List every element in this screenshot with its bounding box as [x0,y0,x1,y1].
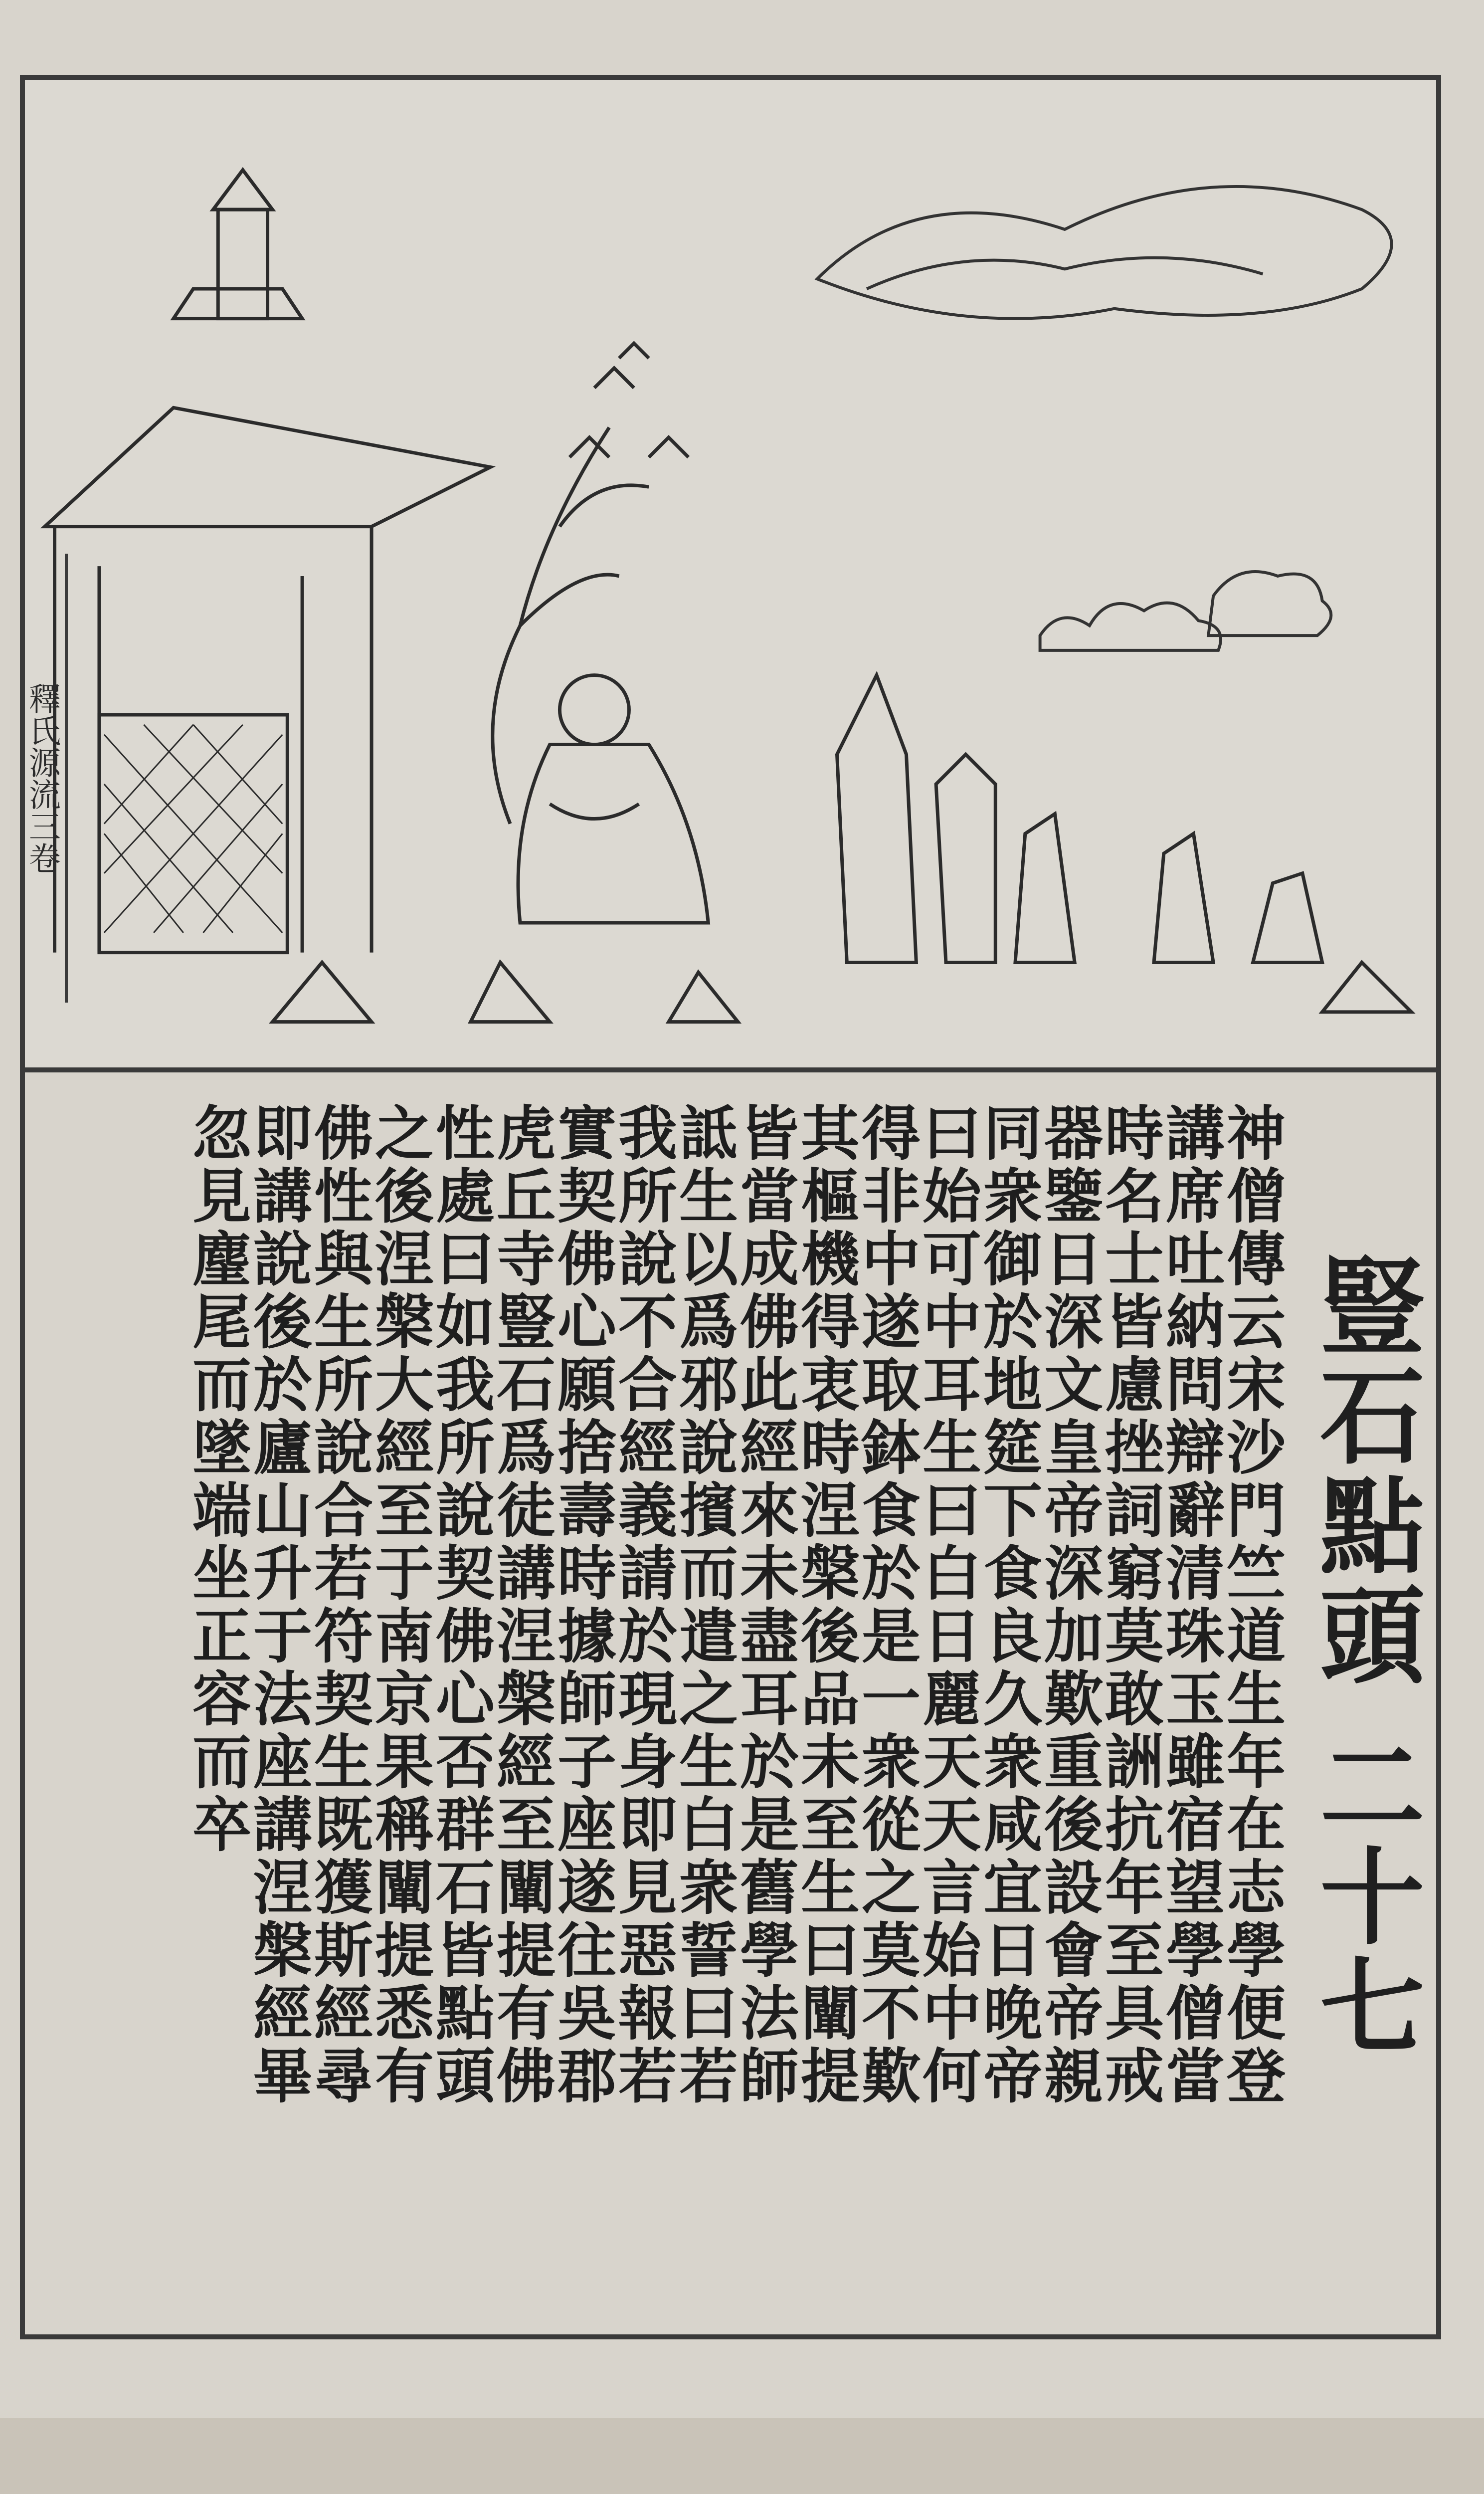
text-line: 即講說後於廬山升于法座講涅槃經畢 [243,1102,313,2108]
woodblock-illustration [25,80,1436,1072]
text-line: 講席吐納問辯辭清珠玉雖宿望學僧當 [1156,1102,1225,2108]
text-line: 得非中遂取鉢食於是一衆從之莫不歎 [852,1102,921,2108]
text-line: 我所說不合經義請於現身即見惡報若 [608,1102,678,2108]
text-line: 其樞機得衷時涅槃後品未至生曰闡提 [791,1102,860,2108]
text-panel [25,1072,1436,2334]
text-line: 時名士皆慮挫詞窮莫敢詶抗年至具戒 [1095,1102,1164,2108]
illustration-drawing [25,80,1436,1067]
text-line: 器鑒日深文皇帝深加歎重後設會帝親 [1034,1102,1104,2108]
text-line: 曰始可中耳生曰白日麗天天言始中何 [913,1102,982,2108]
text-line: 同衆御於地筵下食良久衆咸宜日晚帝 [973,1102,1043,2108]
text-line: 性處曰如我所說契佛心否群石皆點頭 [426,1102,495,2108]
story-title: 豎石點頭 二十七 [1302,1252,1426,2062]
text-line: 神僧傳云宋沙門竺道生年在志學便登 [1217,1102,1286,2108]
text-line: 皆當成佛此經來未盡耳於是舊學法師 [730,1102,799,2108]
text-line: 佛性與生所說合若符契生既獲斯經尋 [304,1102,373,2108]
page-frame [20,75,1441,2339]
text-line: 詆生以爲邪說擯而遣之生白衆誓曰若 [669,1102,739,2108]
text-line: 虎丘寺豎石爲徒講涅槃經至闡提有佛 [487,1102,556,2108]
text-line: 之後涅槃大經至于南京果稱闡提悉有 [365,1102,434,2108]
text-line: 實契佛心願捨壽時據師子座遂往吳郡 [548,1102,617,2108]
story-text [183,1102,1286,2289]
text-line: 忽見麈尾而墜端坐正容而卒 [183,1102,252,1857]
running-title: 釋氏源流三卷 [25,554,68,1003]
